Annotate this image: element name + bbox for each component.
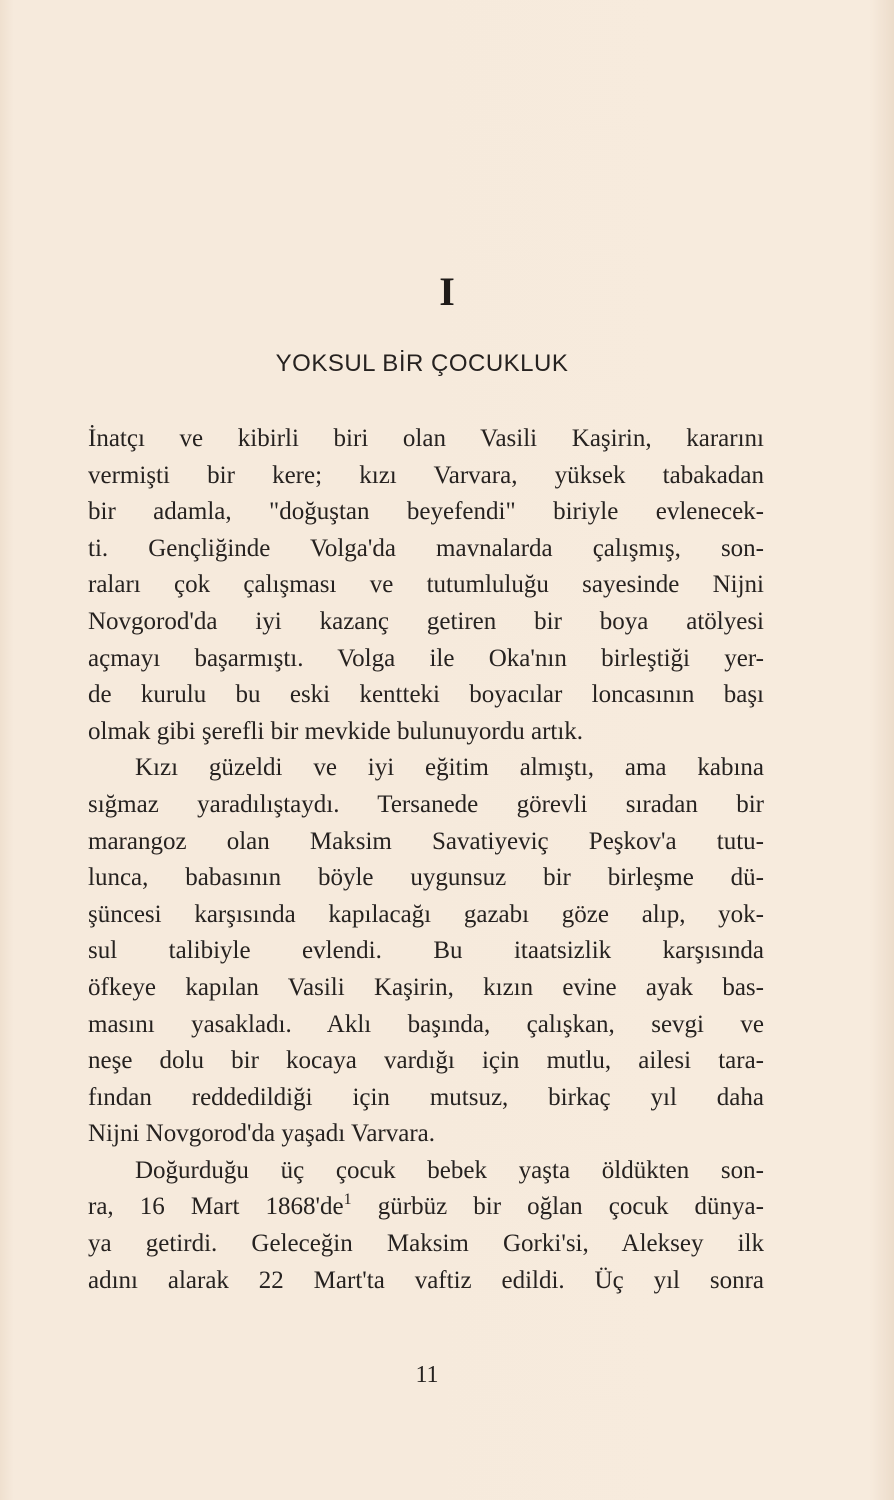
chapter-numeral: I — [439, 269, 455, 314]
text-line: sığmaz yaradılıştaydı. Tersanede görevli sıradan bir — [88, 790, 764, 818]
text-line: raları çok çalışması ve tutumluluğu sayesinde Nijni — [88, 571, 764, 599]
text-line: öfkeye kapılan Vasili Kaşirin, kızın evine ayak bas- — [88, 973, 764, 1001]
text-fragment: ra, 16 Mart 1868'de — [88, 1193, 344, 1221]
text-line: Doğurduğu üç çocuk bebek yaşta öldükten son- — [135, 1156, 764, 1184]
text-line-with-footnote — [88, 1189, 764, 1226]
chapter-title: YOKSUL BİR ÇOCUKLUK — [275, 350, 569, 377]
text-line: ti. Gençliğinde Volga'da mavnalarda çalışmış, son- — [88, 534, 764, 562]
text-line: Kızı güzeldi ve iyi eğitim almıştı, ama kabına — [135, 754, 764, 782]
text-line: İnatçı ve kibirli biri olan Vasili Kaşirin, kararını — [88, 425, 764, 452]
text-line: olmak gibi şerefli bir mevkide bulunuyordu artık. — [88, 717, 584, 745]
text-line: sul talibiyle evlendi. Bu itaatsizlik karşısında — [88, 937, 764, 965]
text-line: Nijni Novgorod'da yaşadı Varvara. — [88, 1120, 436, 1148]
text-line: bir adamla, "doğuştan beyefendi" biriyle evlenecek- — [88, 498, 764, 526]
text-line: fından reddedildiği için mutsuz, birkaç yıl daha — [88, 1083, 764, 1111]
text-line: Novgorod'da iyi kazanç getiren bir boya atölyesi — [88, 607, 764, 635]
text-line: vermişti bir kere; kızı Varvara, yüksek tabakadan — [88, 461, 764, 489]
text-line: açmayı başarmıştı. Volga ile Oka'nın birleştiği yer- — [88, 644, 764, 672]
text-line: marangoz olan Maksim Savatiyeviç Peşkov'a tutu- — [88, 827, 764, 855]
body-text — [88, 421, 764, 1299]
text-line: masını yasakladı. Aklı başında, çalışkan, sevgi ve — [88, 1010, 764, 1038]
text-line: ya getirdi. Geleceğin Maksim Gorki'si, Aleksey ilk — [88, 1230, 764, 1258]
text-line: adını alarak 22 Mart'ta vaftiz edildi. Üç yıl sonra — [88, 1266, 764, 1294]
footnote-marker: 1 — [343, 1191, 352, 1209]
text-fragment: gürbüz bir oğlan çocuk dünya- — [351, 1193, 764, 1221]
text-line: lunca, babasının böyle uygunsuz bir birleşme dü- — [88, 864, 764, 892]
text-line: şüncesi karşısında kapılacağı gazabı göze alıp, yok- — [88, 900, 764, 928]
page-number: 11 — [415, 1362, 439, 1388]
text-line: de kurulu bu eski kentteki boyacılar loncasının başı — [88, 681, 764, 709]
text-line: neşe dolu bir kocaya vardığı için mutlu, ailesi tara- — [88, 1047, 764, 1075]
